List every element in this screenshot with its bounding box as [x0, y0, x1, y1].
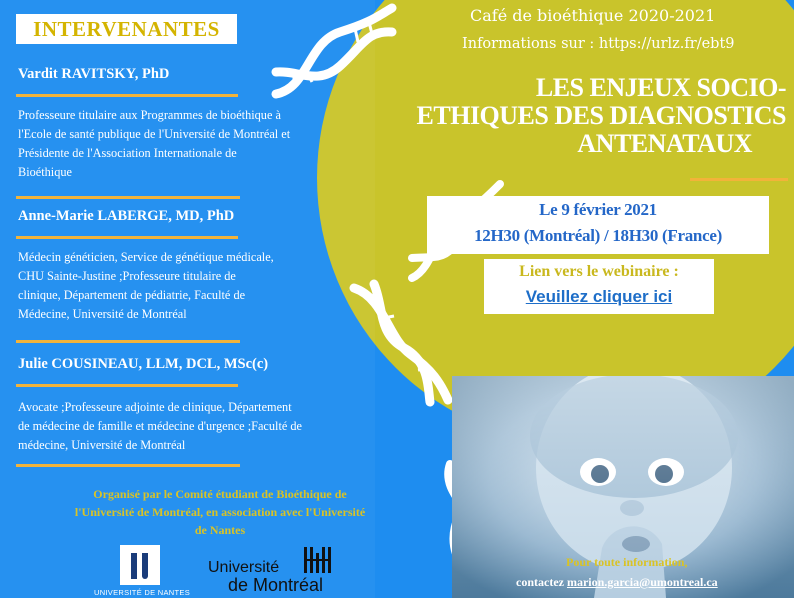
- intervenantes-heading: INTERVENANTES: [33, 16, 220, 41]
- speaker-name: Anne-Marie LABERGE, MD, PhD: [18, 208, 235, 224]
- contact-line: Pour toute information,: [566, 555, 688, 569]
- nantes-logo-text: UNIVERSITÉ DE NANTES: [93, 588, 190, 597]
- contact-prefix: contactez: [516, 575, 567, 589]
- event-time: 12H30 (Montréal) / 18H30 (France): [474, 226, 722, 245]
- organiser-line: de Nantes: [194, 523, 246, 537]
- webinar-label: Lien vers le webinaire :: [519, 263, 679, 280]
- speaker-bio: [18, 106, 290, 182]
- bio-line: CHU Sainte-Justine ;Professeure titulaire de: [18, 269, 236, 283]
- event-title: [384, 74, 786, 158]
- divider: [16, 196, 240, 199]
- bio-line: Avocate ;Professeure adjointe de clinique, Département: [18, 400, 292, 414]
- bio-line: Médecine, Université de Montréal: [18, 307, 187, 321]
- divider: [16, 94, 238, 97]
- cafe-title: Café de bioéthique 2020-2021: [470, 6, 716, 25]
- udem-logo-line2: de Montréal: [228, 575, 324, 595]
- nantes-logo: [92, 542, 192, 598]
- bio-line: de médecine de famille et médecine d'urgence ;Faculté de: [18, 419, 302, 433]
- divider: [16, 340, 240, 343]
- contact-email-line: [516, 575, 718, 590]
- nantes-logo-mark: [120, 545, 160, 585]
- intervenantes-banner: [16, 14, 237, 44]
- organiser-line: Organisé par le Comité étudiant de Bioéthique de: [93, 487, 347, 501]
- event-title-line: ANTENATAUX: [577, 129, 752, 158]
- bio-line: Professeure titulaire aux Programmes de bioéthique à: [18, 108, 281, 122]
- dna-helix-icon: [344, 278, 454, 408]
- speaker-bio: [18, 248, 274, 324]
- udem-logo: [206, 545, 346, 595]
- divider: [16, 236, 238, 239]
- udem-logo-line1: Université: [208, 559, 280, 576]
- divider: [16, 464, 240, 467]
- bio-line: clinique, Département de pédiatrie, Faculté de: [18, 288, 246, 302]
- event-date: Le 9 février 2021: [539, 200, 657, 219]
- bio-line: l'Ecole de santé publique de l'Université de Montréal et: [18, 127, 291, 141]
- organiser-note: [20, 485, 420, 539]
- date-box: [427, 196, 769, 254]
- speaker-bio: [18, 398, 302, 455]
- divider: [16, 384, 238, 387]
- event-title-line: ETHIQUES DES DIAGNOSTICS: [416, 101, 786, 130]
- speaker-name: Julie COUSINEAU, LLM, DCL, MSc(c): [18, 356, 269, 372]
- title-divider: [690, 178, 788, 181]
- bio-line: Bioéthique: [18, 165, 72, 179]
- webinar-link[interactable]: Veuillez cliquer ici: [525, 287, 673, 306]
- bio-line: Médecin généticien, Service de génétique médicale,: [18, 250, 274, 264]
- webinar-box: [484, 259, 714, 314]
- dna-helix-icon: [268, 2, 398, 112]
- speaker-name: Vardit RAVITSKY, PhD: [18, 66, 170, 82]
- udem-pavilion-icon: [300, 545, 334, 575]
- bio-line: Présidente de l'Association Internationale de: [18, 146, 237, 160]
- contact-email-link[interactable]: marion.garcia@umontreal.ca: [566, 575, 718, 589]
- event-title-line: LES ENJEUX SOCIO-: [535, 73, 786, 102]
- bio-line: médecine, Université de Montréal: [18, 438, 186, 452]
- organiser-line: l'Université de Montréal, en association avec l'Université: [74, 505, 366, 519]
- info-url[interactable]: Informations sur : https://urlz.fr/ebt9: [462, 36, 735, 52]
